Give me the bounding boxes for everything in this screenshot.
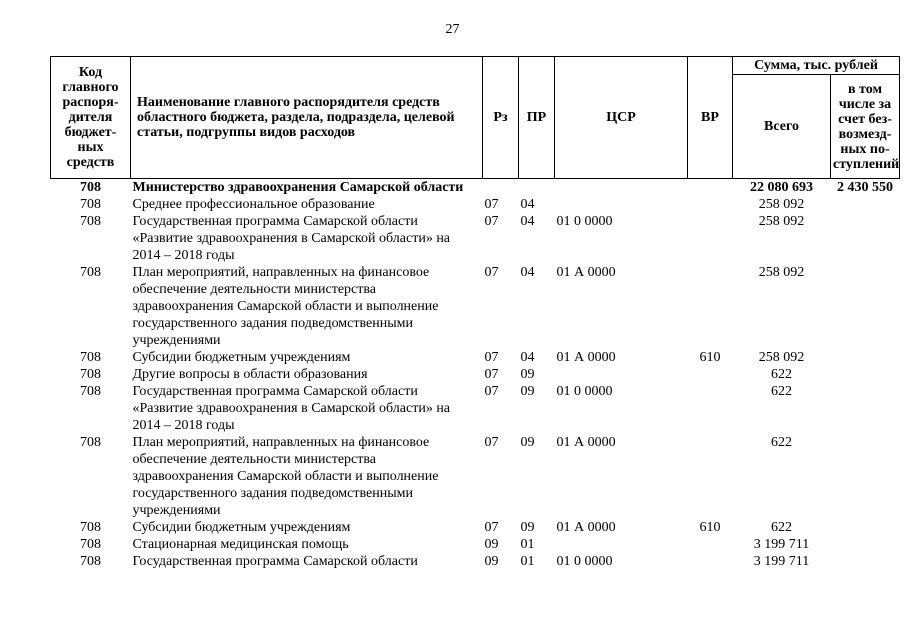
table-body [51, 179, 900, 571]
cell-csr: 01 0 0000 [556, 554, 613, 569]
cell-name: Стационарная медицинская помощь [132, 537, 349, 552]
cell-total: 622 [771, 384, 792, 399]
cell-csr: 01 А 0000 [556, 265, 616, 280]
cell-csr [555, 179, 688, 197]
cell-pr: 09 [520, 520, 535, 535]
header-total: Всего [733, 75, 831, 179]
table-row [51, 264, 900, 349]
header-name: Наименование главного распорядителя средств областного бюджета, раздела, подраздела, целевой статьи, подгруппы видов расходов [131, 57, 483, 179]
cell-total: 258 092 [758, 265, 805, 280]
cell-pr [519, 179, 555, 197]
cell-code: 708 [80, 197, 101, 212]
cell-csr: 01 А 0000 [556, 350, 616, 365]
cell-code: 708 [80, 180, 101, 195]
header-grant: в том числе за счет без-возмезд-ных по-ступлений [831, 75, 900, 179]
cell-vr: 610 [699, 520, 721, 535]
cell-rz: 07 [484, 520, 499, 535]
cell-code: 708 [80, 384, 101, 399]
cell-total: 3 199 711 [753, 554, 810, 569]
cell-vr [688, 553, 733, 570]
header-csr: ЦСР [555, 57, 688, 179]
cell-csr: 01 0 0000 [556, 214, 613, 229]
cell-name: План мероприятий, направленных на финансовое обеспечение деятельности министерства здравоохранения Самарской области и выполнение государственного задания подведомственными учреждениями [132, 435, 439, 518]
budget-table [50, 56, 900, 570]
cell-name: Субсидии бюджетным учреждениям [132, 350, 351, 365]
cell-vr [688, 383, 733, 434]
cell-pr: 09 [520, 367, 535, 382]
cell-rz [483, 179, 519, 197]
cell-grant [831, 213, 900, 264]
cell-code: 708 [80, 520, 101, 535]
cell-vr [688, 264, 733, 349]
cell-vr [688, 179, 733, 197]
cell-vr [688, 536, 733, 553]
cell-csr: 01 А 0000 [556, 435, 616, 450]
cell-name: Государственная программа Самарской области [132, 554, 418, 569]
cell-code: 708 [80, 537, 101, 552]
header-sum-group: Сумма, тыс. рублей [733, 57, 900, 75]
cell-csr [555, 366, 688, 383]
cell-pr: 04 [520, 265, 535, 280]
cell-grant [831, 536, 900, 553]
cell-name: Государственная программа Самарской области «Развитие здравоохранения в Самарской области» на 2014 – 2018 годы [132, 214, 451, 263]
cell-csr [555, 536, 688, 553]
cell-grant [831, 366, 900, 383]
cell-rz: 07 [484, 350, 499, 365]
cell-total: 22 080 693 [750, 180, 813, 195]
cell-pr: 01 [520, 537, 535, 552]
header-pr: ПР [519, 57, 555, 179]
cell-pr: 09 [520, 384, 535, 399]
cell-vr [688, 213, 733, 264]
table-row [51, 536, 900, 553]
cell-csr: 01 0 0000 [556, 384, 613, 399]
cell-rz: 07 [484, 265, 499, 280]
table-row [51, 196, 900, 213]
table-row [51, 366, 900, 383]
cell-name: Государственная программа Самарской области «Развитие здравоохранения в Самарской области» на 2014 – 2018 годы [132, 384, 451, 433]
cell-vr [688, 196, 733, 213]
header-vr: ВР [688, 57, 733, 179]
cell-total: 3 199 711 [753, 537, 810, 552]
header-rz: Рз [483, 57, 519, 179]
cell-grant [831, 349, 900, 366]
cell-total: 622 [771, 367, 792, 382]
table-row [51, 349, 900, 366]
cell-total: 258 092 [758, 214, 805, 229]
cell-name: План мероприятий, направленных на финансовое обеспечение деятельности министерства здравоохранения Самарской области и выполнение государственного задания подведомственными учреждениями [132, 265, 439, 348]
cell-total: 622 [771, 520, 792, 535]
cell-name: Субсидии бюджетным учреждениям [132, 520, 351, 535]
cell-vr [688, 366, 733, 383]
cell-total: 622 [771, 435, 792, 450]
cell-rz: 07 [484, 435, 499, 450]
cell-code: 708 [80, 265, 101, 280]
cell-grant [831, 519, 900, 536]
cell-total: 258 092 [758, 197, 805, 212]
cell-rz: 09 [484, 554, 499, 569]
cell-name: Министерство здравоохранения Самарской области [132, 180, 464, 195]
page-number: 27 [445, 22, 460, 37]
cell-grant [831, 383, 900, 434]
cell-grant [831, 196, 900, 213]
cell-name: Другие вопросы в области образования [132, 367, 368, 382]
cell-total: 258 092 [758, 350, 805, 365]
cell-code: 708 [80, 350, 101, 365]
table-row [51, 179, 900, 197]
cell-rz: 07 [484, 367, 499, 382]
cell-csr: 01 А 0000 [556, 520, 616, 535]
cell-rz: 07 [484, 214, 499, 229]
cell-pr: 09 [520, 435, 535, 450]
cell-rz: 07 [484, 197, 499, 212]
cell-vr [688, 434, 733, 519]
cell-code: 708 [80, 367, 101, 382]
cell-csr [555, 196, 688, 213]
cell-code: 708 [80, 435, 101, 450]
cell-grant [831, 553, 900, 570]
table-row [51, 383, 900, 434]
cell-grant [831, 434, 900, 519]
cell-rz: 07 [484, 384, 499, 399]
cell-pr: 04 [520, 214, 535, 229]
cell-pr: 04 [520, 350, 535, 365]
cell-rz: 09 [484, 537, 499, 552]
cell-code: 708 [80, 214, 101, 229]
header-code: Код главного распоря-дителя бюджет-ных средств [51, 57, 131, 179]
cell-code: 708 [80, 554, 101, 569]
table-row [51, 519, 900, 536]
table-row [51, 434, 900, 519]
cell-pr: 01 [520, 554, 535, 569]
cell-grant [831, 264, 900, 349]
table-row [51, 213, 900, 264]
table-row [51, 553, 900, 570]
cell-pr: 04 [520, 197, 535, 212]
cell-grant: 2 430 550 [837, 180, 893, 195]
cell-vr: 610 [699, 350, 721, 365]
cell-name: Среднее профессиональное образование [132, 197, 375, 212]
